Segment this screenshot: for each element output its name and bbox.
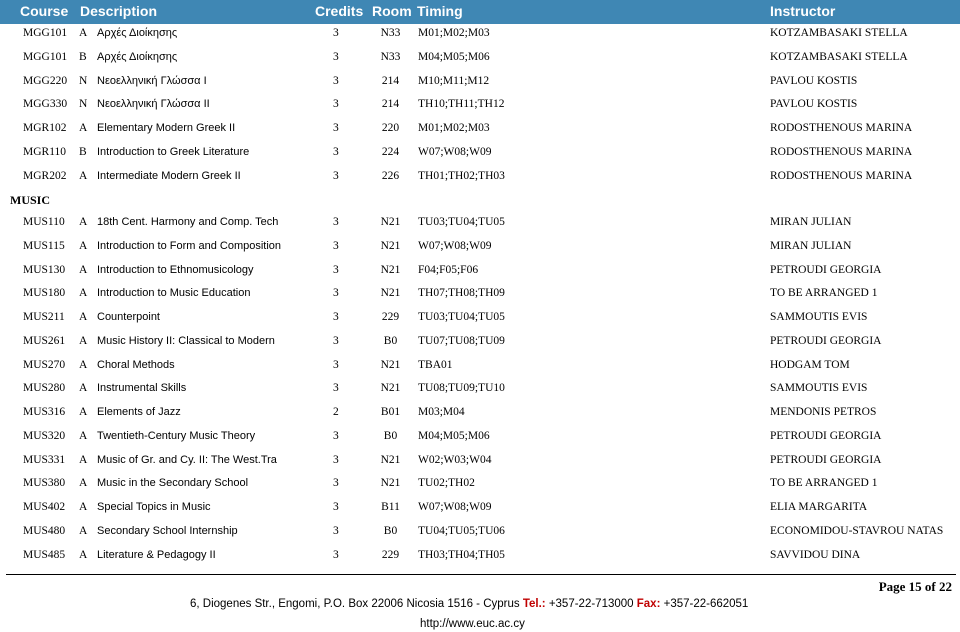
instructor: PETROUDI GEORGIA	[770, 263, 882, 276]
instructor: PETROUDI GEORGIA	[770, 429, 882, 442]
room: B0	[383, 524, 398, 537]
timing: TH10;TH11;TH12	[418, 98, 505, 111]
table-row	[0, 238, 960, 258]
timing: F04;F05;F06	[418, 263, 479, 276]
table-row	[0, 428, 960, 448]
timing: W07;W08;W09	[418, 145, 492, 158]
section-letter: A	[79, 429, 88, 442]
table-row	[0, 357, 960, 377]
table-row	[0, 547, 960, 567]
instructor: MENDONIS PETROS	[770, 406, 877, 418]
credits: 3	[333, 287, 339, 300]
credits: 3	[333, 239, 339, 252]
section-letter: A	[79, 548, 88, 561]
credits: 3	[333, 501, 339, 513]
room: 224	[381, 145, 400, 158]
footer-fax: +357-22-662051	[660, 598, 749, 610]
timing: TBA01	[418, 358, 453, 371]
course-description: Introduction to Music Education	[97, 287, 251, 300]
section-letter: N	[79, 98, 88, 111]
course-code: MUS110	[23, 216, 65, 228]
header-instructor: Instructor	[770, 3, 836, 19]
credits: 3	[333, 145, 339, 158]
room: N33	[380, 27, 401, 39]
table-row	[0, 523, 960, 543]
footer-address: 6, Diogenes Str., Engomi, P.O. Box 22006 Nicosia 1516 - Cyprus	[190, 598, 523, 610]
section-letter: B	[79, 50, 87, 63]
course-description: Counterpoint	[97, 311, 160, 323]
section-letter: A	[79, 311, 88, 323]
instructor: KOTZAMBASAKI STELLA	[770, 50, 908, 63]
room: 214	[381, 98, 400, 111]
course-code: MUS402	[23, 501, 66, 513]
header-course: Course	[20, 3, 69, 19]
course-code: MUS485	[23, 548, 66, 561]
section-letter: N	[79, 74, 88, 87]
section-letter: A	[79, 216, 88, 228]
course-description: Introduction to Greek Literature	[97, 145, 250, 158]
table-row	[0, 499, 960, 519]
course-code: MUS180	[23, 287, 66, 300]
section-letter: A	[79, 358, 88, 371]
instructor: PAVLOU KOSTIS	[770, 98, 858, 111]
course-description: Αρχές Διοίκησης	[97, 27, 178, 39]
room: N21	[380, 453, 401, 466]
room: B01	[380, 406, 401, 418]
table-row	[0, 144, 960, 164]
section-letter: A	[79, 263, 88, 276]
table-header	[0, 0, 960, 24]
course-code: MUS130	[23, 263, 66, 276]
timing: TH03;TH04;TH05	[418, 548, 505, 561]
header-description: Description	[80, 3, 158, 19]
footer-url: http://www.euc.ac.cy	[420, 618, 525, 630]
course-code: MUS320	[23, 429, 66, 442]
section-letter: A	[79, 334, 88, 347]
room: 229	[381, 311, 400, 323]
credits: 3	[333, 524, 339, 537]
course-code: MGR110	[23, 145, 67, 158]
instructor: ELIA MARGARITA	[770, 501, 868, 513]
course-code: MGG101	[23, 27, 68, 39]
header-credits: Credits	[315, 3, 364, 19]
course-description: Literature & Pedagogy II	[97, 548, 216, 561]
room: N21	[380, 239, 401, 252]
course-code: MGG101	[23, 50, 68, 63]
section-letter: A	[79, 287, 88, 300]
credits: 3	[333, 50, 339, 63]
table-row	[0, 49, 960, 69]
credits: 2	[333, 406, 339, 418]
timing: W07;W08;W09	[418, 501, 492, 513]
credits: 3	[333, 74, 339, 87]
credits: 3	[333, 263, 339, 276]
instructor: PETROUDI GEORGIA	[770, 334, 882, 347]
room: N21	[380, 263, 401, 276]
timing: TU03;TU04;TU05	[418, 216, 505, 228]
room: N21	[380, 382, 401, 395]
table-row	[0, 73, 960, 93]
instructor: HODGAM TOM	[770, 358, 850, 371]
section-letter: A	[79, 382, 88, 395]
course-description: Νεοελληνική Γλώσσα II	[97, 98, 210, 111]
room: B11	[381, 501, 400, 513]
timing: M01;M02;M03	[418, 122, 490, 134]
instructor: RODOSTHENOUS MARINA	[770, 122, 913, 134]
timing: TU08;TU09;TU10	[418, 382, 505, 395]
credits: 3	[333, 122, 339, 134]
credits: 3	[333, 98, 339, 111]
credits: 3	[333, 311, 339, 323]
instructor: KOTZAMBASAKI STELLA	[770, 27, 908, 39]
section-heading: MUSIC	[10, 193, 51, 207]
credits: 3	[333, 453, 339, 466]
timing: M04;M05;M06	[418, 429, 490, 442]
timing: TU07;TU08;TU09	[418, 334, 505, 347]
section-letter: A	[79, 453, 88, 466]
instructor: MIRAN JULIAN	[770, 216, 852, 228]
timing: M01;M02;M03	[418, 27, 490, 39]
room: 220	[381, 122, 400, 134]
section-letter: A	[79, 239, 88, 252]
page-number: Page 15 of 22	[878, 579, 952, 594]
course-description: Instrumental Skills	[97, 382, 187, 395]
instructor: RODOSTHENOUS MARINA	[770, 169, 913, 182]
footer-fax-label: Fax:	[636, 598, 661, 610]
course-code: MUS270	[23, 358, 66, 371]
section-letter: B	[79, 145, 87, 158]
instructor: MIRAN JULIAN	[770, 239, 852, 252]
course-code: MUS380	[23, 477, 66, 490]
course-description: Secondary School Internship	[97, 524, 238, 537]
timing: M10;M11;M12	[418, 74, 490, 87]
credits: 3	[333, 382, 339, 395]
course-description: Music in the Secondary School	[97, 477, 249, 490]
course-code: MGG330	[23, 98, 68, 111]
course-description: Introduction to Form and Composition	[97, 239, 282, 252]
table-row	[0, 404, 960, 424]
course-description: 18th Cent. Harmony and Comp. Tech	[97, 216, 279, 228]
instructor: RODOSTHENOUS MARINA	[770, 145, 913, 158]
table-row	[0, 475, 960, 495]
table-row	[0, 452, 960, 472]
course-code: MGR202	[23, 169, 67, 182]
timing: TH01;TH02;TH03	[418, 169, 505, 182]
course-description: Αρχές Διοίκησης	[97, 50, 178, 63]
room: N21	[380, 216, 401, 228]
section-letter: A	[79, 122, 88, 134]
course-description: Elementary Modern Greek II	[97, 122, 236, 134]
instructor: SAMMOUTIS EVIS	[770, 311, 868, 323]
course-description: Music History II: Classical to Modern	[97, 334, 275, 347]
table-row	[0, 96, 960, 116]
timing: TU02;TH02	[418, 477, 475, 490]
course-description: Choral Methods	[97, 358, 175, 371]
instructor: PAVLOU KOSTIS	[770, 74, 858, 87]
room: 226	[381, 169, 400, 182]
credits: 3	[333, 358, 339, 371]
room: N21	[380, 477, 401, 490]
credits: 3	[333, 216, 339, 228]
room: 214	[381, 74, 400, 87]
course-code: MGG220	[23, 74, 68, 87]
footer-tel: +357-22-713000	[545, 598, 637, 610]
instructor: TO BE ARRANGED 1	[770, 287, 878, 300]
footer-divider	[6, 574, 956, 575]
course-description: Νεοελληνική Γλώσσα I	[97, 74, 207, 87]
table-row	[0, 168, 960, 188]
timing: TU03;TU04;TU05	[418, 311, 505, 323]
footer-tel-label: Tel.:	[522, 598, 546, 610]
table-row	[0, 309, 960, 329]
instructor: SAMMOUTIS EVIS	[770, 382, 868, 395]
course-description: Music of Gr. and Cy. II: The West.Tra	[97, 453, 277, 466]
table-row	[0, 25, 960, 45]
footer-address-line	[190, 598, 748, 610]
timing: W02;W03;W04	[418, 453, 492, 466]
room: N21	[380, 287, 401, 300]
room: N33	[380, 50, 401, 63]
course-code: MUS211	[23, 311, 65, 323]
room: B0	[383, 429, 398, 442]
room: N21	[380, 358, 401, 371]
timing: TU04;TU05;TU06	[418, 524, 505, 537]
instructor: TO BE ARRANGED 1	[770, 477, 878, 490]
section-letter: A	[79, 501, 88, 513]
instructor: ECONOMIDOU-STAVROU NATAS	[770, 524, 944, 537]
table-row	[0, 285, 960, 305]
section-letter: A	[79, 27, 88, 39]
instructor: SAVVIDOU DINA	[770, 548, 861, 561]
course-code: MUS115	[23, 239, 65, 252]
header-timing: Timing	[417, 3, 463, 19]
room: 229	[381, 548, 400, 561]
table-row	[0, 214, 960, 234]
room: B0	[383, 334, 398, 347]
course-description: Intermediate Modern Greek II	[97, 169, 241, 182]
table-row	[0, 120, 960, 140]
credits: 3	[333, 429, 339, 442]
section-letter: A	[79, 477, 88, 490]
credits: 3	[333, 334, 339, 347]
instructor: PETROUDI GEORGIA	[770, 453, 882, 466]
course-description: Special Topics in Music	[97, 501, 211, 513]
timing: M04;M05;M06	[418, 50, 490, 63]
course-description: Twentieth-Century Music Theory	[97, 429, 256, 442]
section-letter: A	[79, 406, 88, 418]
credits: 3	[333, 548, 339, 561]
course-code: MUS480	[23, 524, 66, 537]
course-description: Introduction to Ethnomusicology	[97, 263, 254, 276]
timing: M03;M04	[418, 406, 465, 418]
credits: 3	[333, 169, 339, 182]
table-row	[0, 262, 960, 282]
course-code: MUS280	[23, 382, 66, 395]
course-description: Elements of Jazz	[97, 406, 181, 418]
timing: W07;W08;W09	[418, 239, 492, 252]
course-code: MUS261	[23, 334, 66, 347]
course-code: MGR102	[23, 122, 67, 134]
table-row	[0, 333, 960, 353]
header-room: Room	[372, 3, 412, 19]
course-code: MUS316	[23, 406, 66, 418]
course-code: MUS331	[23, 453, 66, 466]
credits: 3	[333, 477, 339, 490]
timing: TH07;TH08;TH09	[418, 287, 505, 300]
credits: 3	[333, 27, 339, 39]
section-letter: A	[79, 524, 88, 537]
section-letter: A	[79, 169, 88, 182]
table-row	[0, 380, 960, 400]
